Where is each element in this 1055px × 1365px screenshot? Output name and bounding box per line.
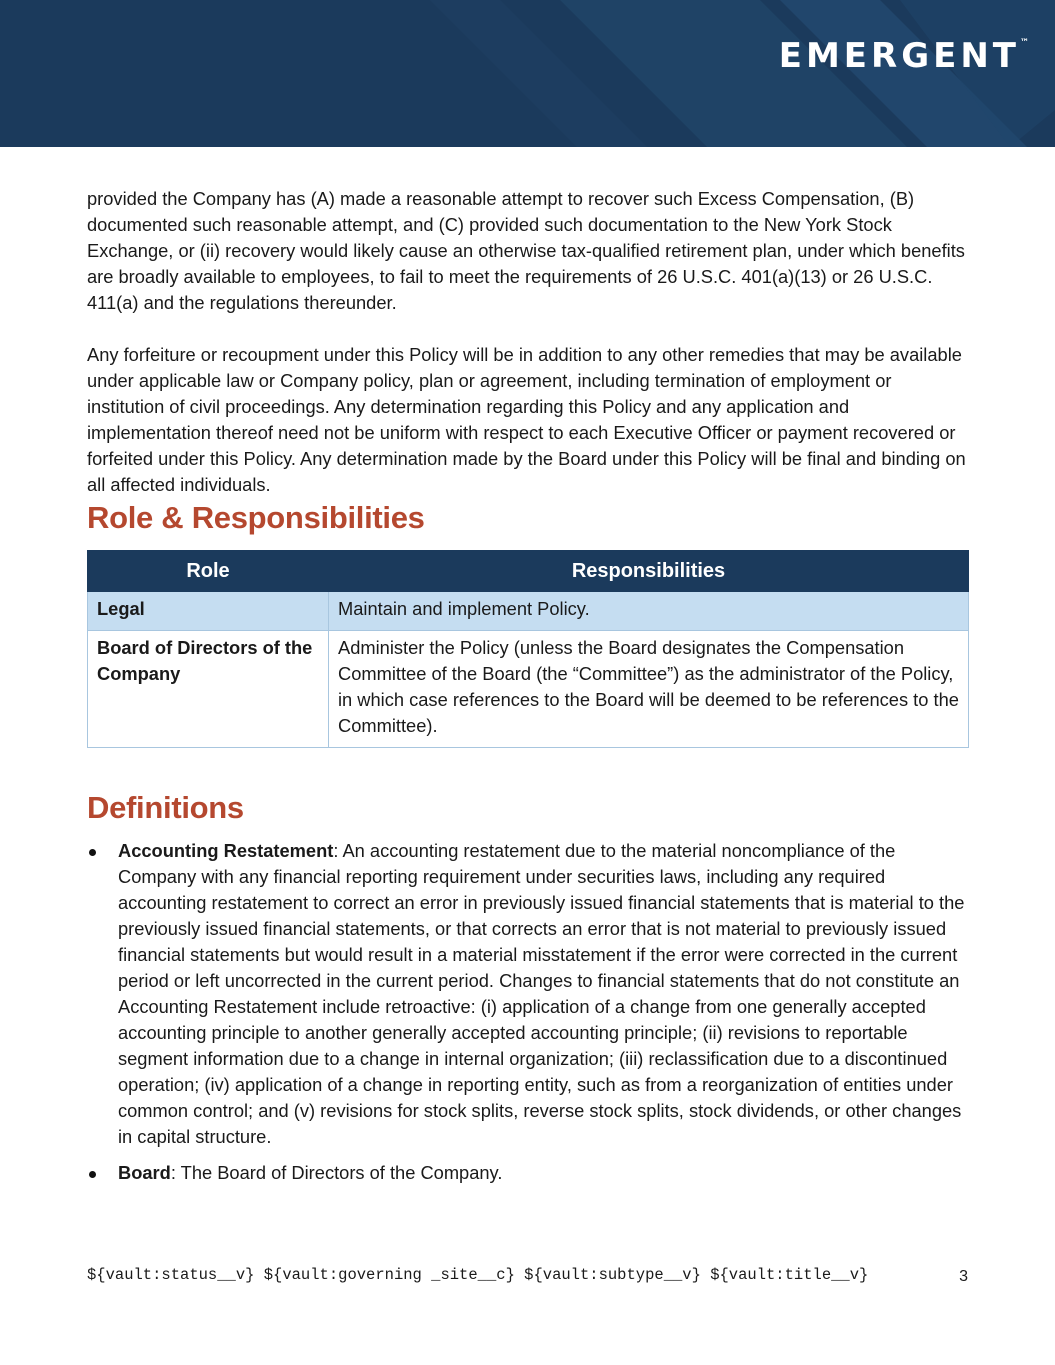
roles-table	[87, 550, 969, 748]
role-cell: Legal	[88, 592, 329, 631]
document-body	[87, 186, 969, 1196]
paragraph-excess-compensation: provided the Company has (A) made a reasonable attempt to recover such Excess Compensation, (B) documented such reasonable attempt, and (C) provided such documentation to the New York Stock Exchange, or (ii) recovery would likely cause an otherwise tax-qualified retirement plan, under which benefits are broadly available to employees, to fail to meet the requirements of 26 U.S.C. 401(a)(13) or 26 U.S.C. 411(a) and the regulations thereunder.	[87, 188, 965, 313]
table-row	[88, 631, 969, 748]
page-number: 3	[959, 1268, 968, 1285]
footer-template-text: ${vault:status__v} ${vault:governing _site__c} ${vault:subtype__v} ${vault:title__v}	[87, 1266, 869, 1284]
bullet-icon	[89, 1171, 96, 1178]
paragraph-forfeiture: Any forfeiture or recoupment under this Policy will be in addition to any other remedies that may be available under applicable law or Company policy, plan or agreement, including termination of employment or institution of civil proceedings. Any determination regarding this Policy and any application and implementation thereof need not be uniform with respect to each Executive Officer or payment recovered or forfeited under this Policy. Any determination made by the Board under this Policy will be final and binding on all affected individuals.	[87, 344, 966, 495]
roles-heading: Role & Responsibilities	[87, 500, 425, 535]
definitions-heading: Definitions	[87, 790, 244, 825]
roles-table-header-row	[88, 551, 969, 592]
definitions-list	[87, 838, 969, 1186]
responsibility-cell: Maintain and implement Policy.	[329, 592, 969, 631]
responsibility-cell: Administer the Policy (unless the Board designates the Compensation Committee of the Board (the “Committee”) as the administrator of the Policy, in which case references to the Board will be deemed to be references to the Committee).	[329, 631, 969, 748]
logo-trademark: ™	[1020, 38, 1029, 48]
column-header-role: Role	[88, 551, 329, 592]
definition-text: : The Board of Directors of the Company.	[170, 1162, 503, 1183]
emergent-logo	[779, 36, 1029, 76]
list-item	[87, 838, 969, 1150]
list-item	[87, 1160, 969, 1186]
definition-term: Accounting Restatement	[118, 840, 334, 861]
logo-text: EMERGENT	[778, 36, 1020, 76]
role-cell: Board of Directors of the Company	[88, 631, 329, 748]
table-row	[88, 592, 969, 631]
definition-term: Board	[118, 1162, 171, 1183]
column-header-responsibilities: Responsibilities	[329, 551, 969, 592]
bullet-icon	[89, 849, 96, 856]
page-header-banner	[0, 0, 1055, 147]
definition-text: : An accounting restatement due to the material noncompliance of the Company with any financial reporting requirement under securities laws, including any required accounting restatement to correct an error in previously issued financial statements that is material to the previously issued financial statements, or that corrects an error that is not material to previously issued financial statements but would result in a material misstatement if the error were corrected in the current period or left uncorrected in the current period. Changes to financial statements that do not constitute an Accounting Restatement include retroactive: (i) application of a change from one generally accepted accounting principle to another generally accepted accounting principle; (ii) revisions to reportable segment information due to a change in internal organization; (iii) reclassification due to a discontinued operation; (iv) application of a change in reporting entity, such as from a reorganization of entities under common control; and (v) revisions for stock splits, reverse stock splits, stock dividends, or other changes in capital structure.	[118, 840, 965, 1147]
